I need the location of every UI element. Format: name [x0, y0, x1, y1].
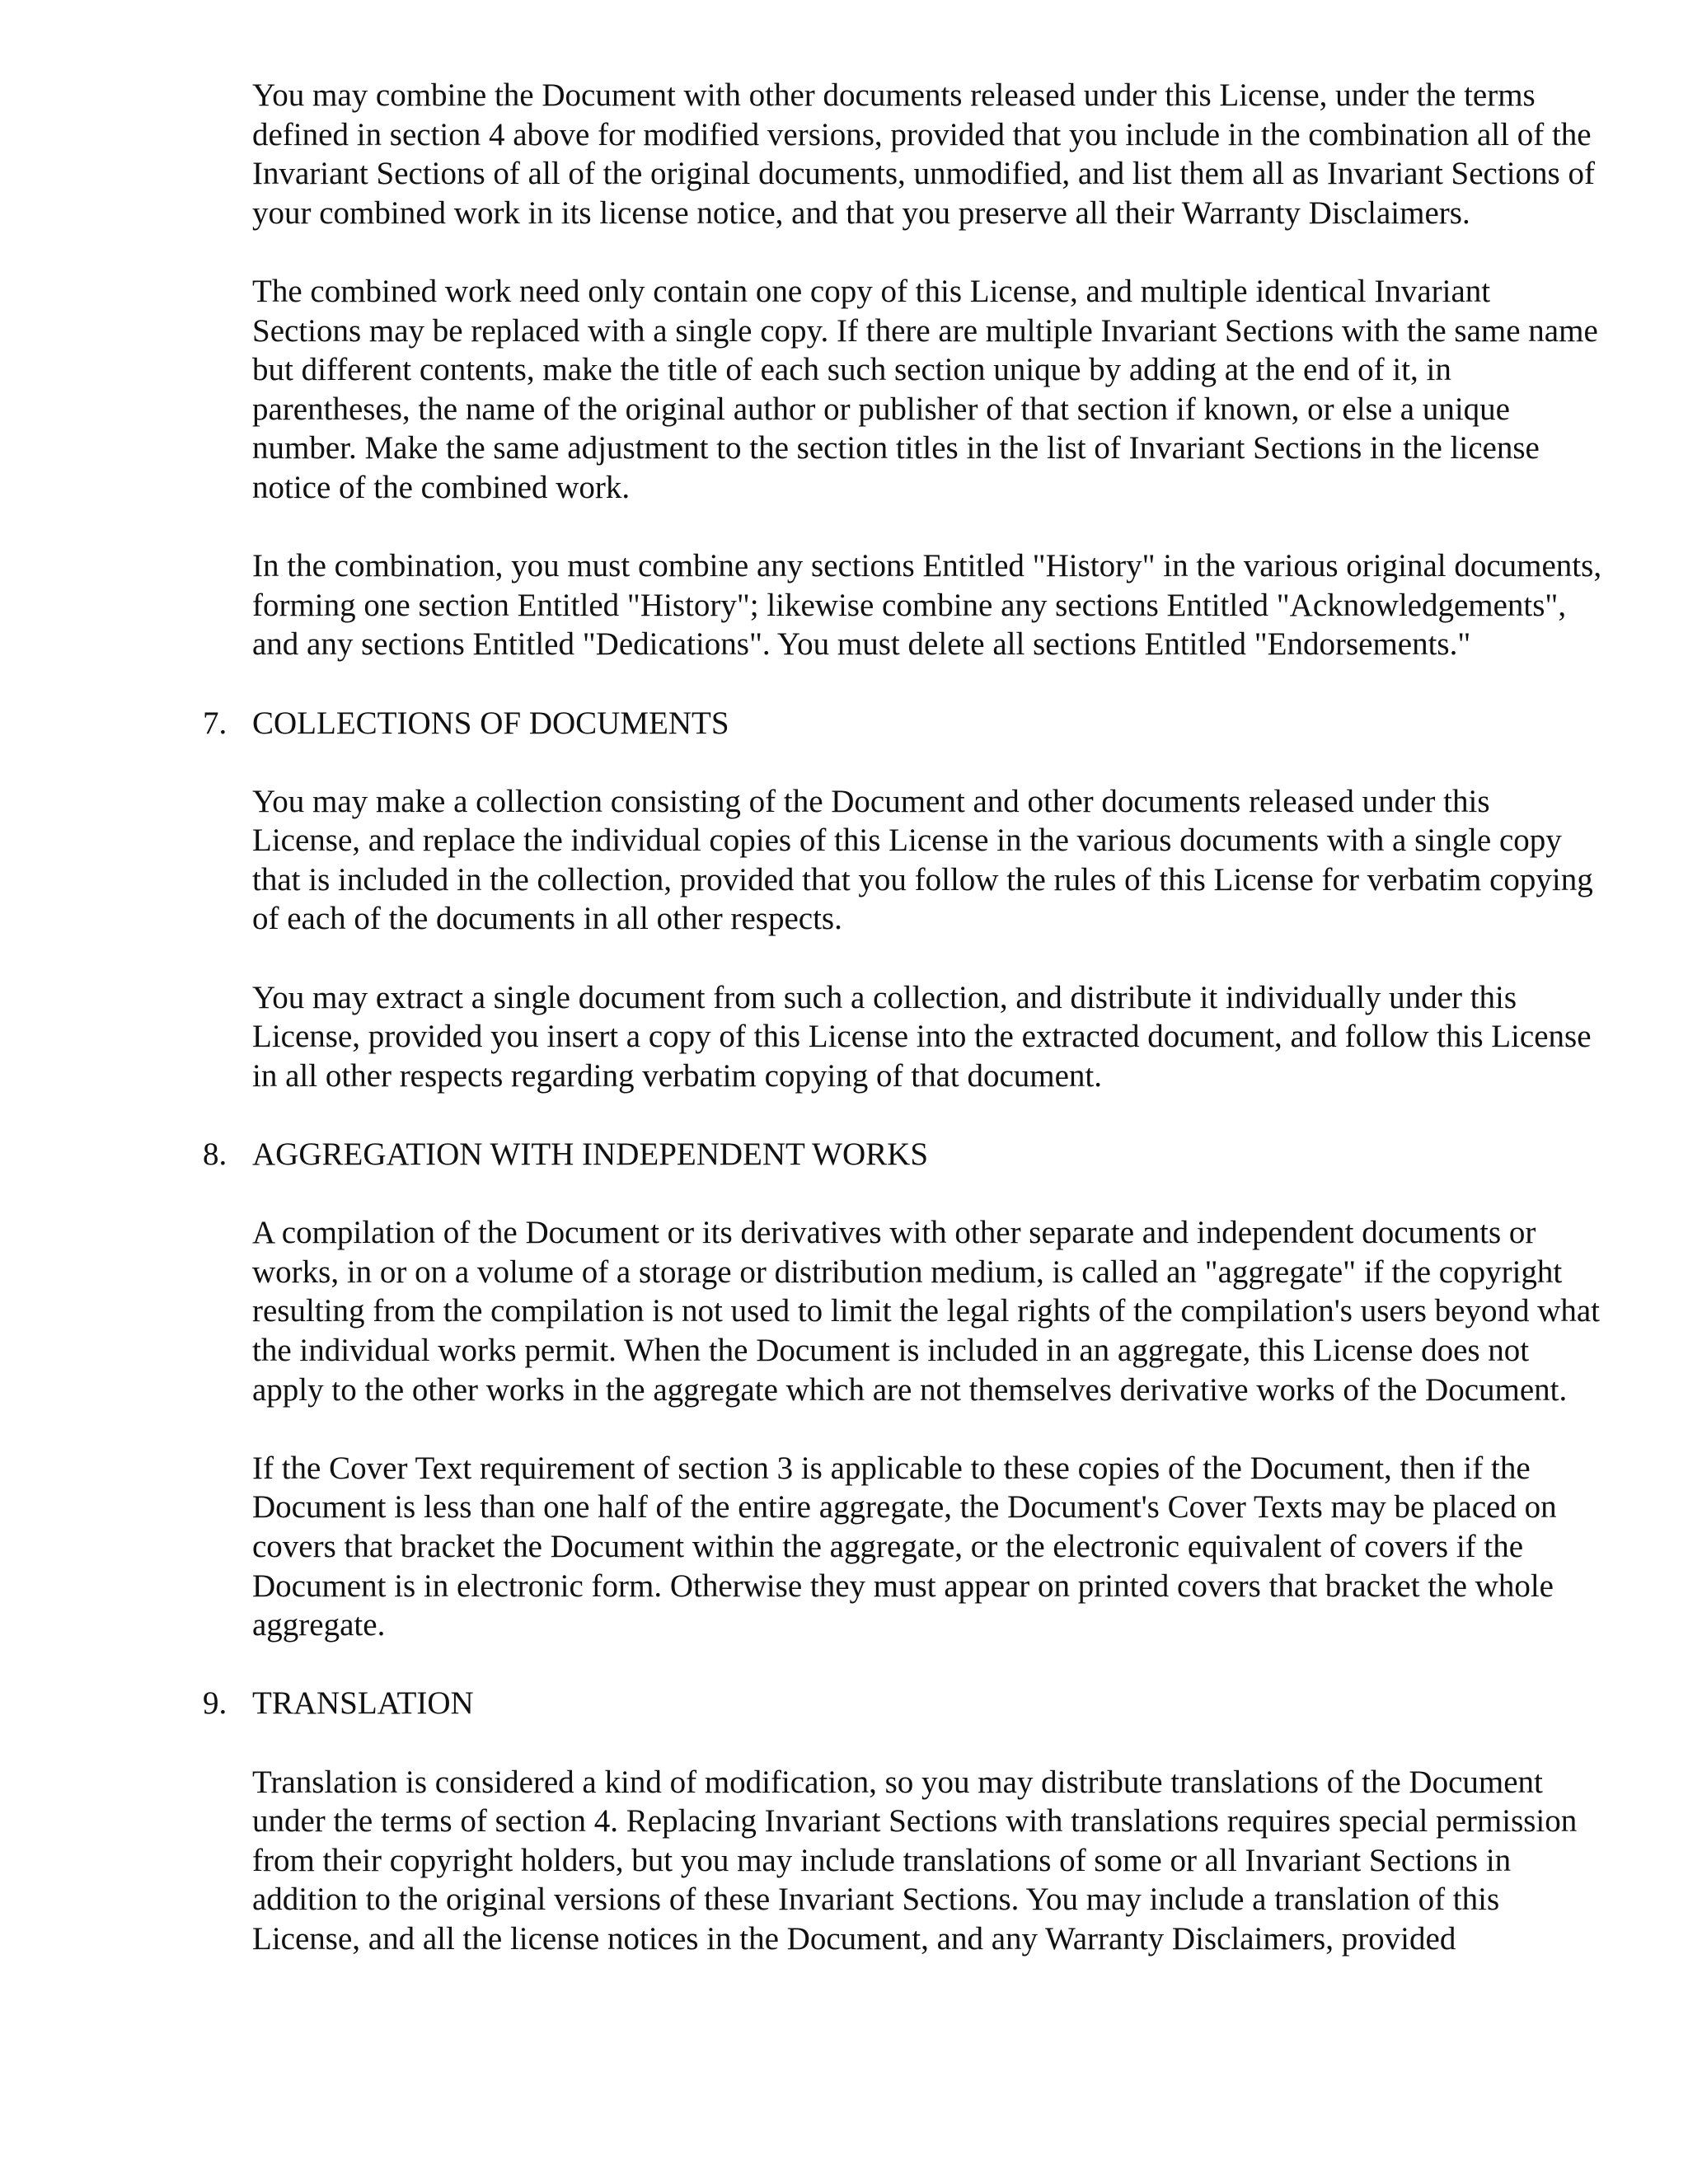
- paragraph-make-collection: You may make a collection consisting of the Document and other documents released under this License, and replace the individual copies of this License in the various documents with a single copy that is included in the collection, provided that you follow the rules of this License for verbatim copying of each of the documents in all other respects.: [252, 783, 1593, 937]
- paragraph-cover-text: If the Cover Text requirement of section 3 is applicable to these copies of the Document, then if the Document is less than one half of the entire aggregate, the Document's Cover Texts may be placed on covers that bracket the Document within the aggregate, or the electronic equivalent of covers if the Document is in electronic form. Otherwise they must appear on printed covers that bracket the whole aggregate.: [252, 1450, 1557, 1643]
- paragraph-extract-document: You may extract a single document from such a collection, and distribute it individually under this License, provided you insert a copy of this License into the extracted document, and follow this License in all other respects regarding verbatim copying of that document.: [252, 979, 1592, 1094]
- paragraph-combined-work: The combined work need only contain one copy of this License, and multiple identical Invariant Sections may be replaced with a single copy. If there are multiple Invariant Sections with the same name but different contents, make the title of each such section unique by adding at the end of it, in parentheses, the name of the original author or publisher of that section if known, or else a unique number. Make the same adjustment to the section titles in the list of Invariant Sections in the license notice of the combined work.: [252, 273, 1598, 505]
- document-content: [203, 76, 1604, 1998]
- section-number: 9.: [203, 1685, 227, 1722]
- section-title: COLLECTIONS OF DOCUMENTS: [252, 705, 729, 741]
- section-title: TRANSLATION: [252, 1685, 474, 1722]
- section-heading-collections: [203, 704, 1604, 743]
- section-heading-aggregation: [203, 1135, 1604, 1174]
- section-title: AGGREGATION WITH INDEPENDENT WORKS: [252, 1137, 929, 1173]
- paragraph-combination-history: In the combination, you must combine any sections Entitled "History" in the various original documents, forming one section Entitled "History"; likewise combine any sections Entitled "Acknowledgements", and any sections Entitled "Dedications". You must delete all sections Entitled "Endorsements.": [252, 548, 1602, 663]
- section-number: 7.: [203, 705, 227, 741]
- paragraph-compilation: A compilation of the Document or its derivatives with other separate and independent documents or works, in or on a volume of a storage or distribution medium, is called an "aggregate" if the copyright resulting from the compilation is not used to limit the legal rights of the compilation's users beyond what the individual works permit. When the Document is included in an aggregate, this License does not apply to the other works in the aggregate which are not themselves derivative works of the Document.: [252, 1215, 1601, 1408]
- section-number: 8.: [203, 1137, 227, 1173]
- paragraph-combine-documents: You may combine the Document with other documents released under this License, under the terms defined in section 4 above for modified versions, provided that you include in the combination all of the Invariant Sections of all of the original documents, unmodified, and list them all as Invariant Sections of your combined work in its license notice, and that you preserve all their Warranty Disclaimers.: [252, 77, 1595, 231]
- paragraph-translation: Translation is considered a kind of modification, so you may distribute translations of the Document under the terms of section 4. Replacing Invariant Sections with translations requires special permission from their copyright holders, but you may include translations of some or all Invariant Sections in addition to the original versions of these Invariant Sections. You may include a translation of this License, and all the license notices in the Document, and any Warranty Disclaimers, provided: [252, 1764, 1578, 1957]
- section-heading-translation: [203, 1684, 1604, 1723]
